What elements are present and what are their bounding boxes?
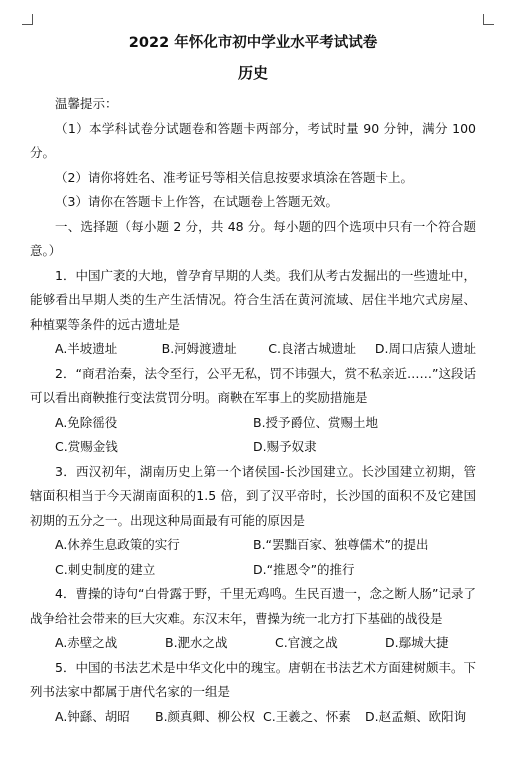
option-c: C.官渡之战	[275, 635, 338, 650]
option-c: C.良渚古城遗址	[268, 341, 356, 356]
option-d: D.鄢城大捷	[385, 635, 449, 650]
notice-item: （3）请你在答题卡上作答，在试题卷上答题无效。	[55, 194, 338, 209]
question-options	[30, 337, 476, 362]
exam-subject: 历史	[237, 64, 268, 82]
option-a: A.休养生息政策的实行	[55, 537, 180, 552]
question-options	[30, 631, 476, 656]
option-b: B.淝水之战	[165, 635, 228, 650]
question-stem: 1．中国广袤的大地，曾孕育早期的人类。我们从考古发掘出的一些遗址中，能够看出早期人类的生产生活情况。符合生活在黄河流域、居住半地穴式房屋、种植粟等条件的远古遗址是	[30, 267, 476, 332]
question-options	[30, 533, 476, 582]
crop-mark-top-right	[483, 14, 494, 25]
option-b: B.“罢黜百家、独尊儒术”的提出	[253, 537, 429, 552]
option-a: A.半坡遗址	[55, 341, 118, 356]
option-d: D.赵孟頫、欧阳询	[365, 708, 467, 724]
option-c: C.赏赐金钱	[55, 439, 118, 454]
option-c: C.刺史制度的建立	[55, 561, 156, 577]
notice-item: （2）请你将姓名、准考证号等相关信息按要求填涂在答题卡上。	[55, 169, 413, 185]
option-b: B.授予爵位、赏赐土地	[253, 414, 379, 430]
question-options	[30, 411, 476, 460]
option-b: B.颜真卿、柳公权	[155, 708, 256, 724]
question-stem: 3．西汉初年，湖南历史上第一个诸侯国-长沙国建立。长沙国建立初期，管辖面积相当于今天湖南面积的1.5 倍，到了汉平帝时，长沙国的面积不及它建国初期的五分之一。出现这种局面最有可能的原因是	[30, 463, 476, 528]
section-heading: 一、选择题（每小题 2 分，共 48 分。每小题的四个选项中只有一个符合题意。）	[30, 218, 476, 258]
option-d: D.赐予奴隶	[253, 439, 317, 454]
option-a: A.钟繇、胡昭	[55, 708, 130, 724]
option-b: B.河姆渡遗址	[161, 341, 237, 356]
question-stem: 2．“商君治秦，法令至行，公平无私，罚不讳强大，赏不私亲近……”这段话可以看出商鞅推行变法赏罚分明。商鞅在军事上的奖励措施是	[30, 365, 476, 405]
crop-mark-top-left	[22, 14, 33, 25]
question-stem: 5．中国的书法艺术是中华文化中的瑰宝。唐朝在书法艺术方面建树颇丰。下列书法家中都属于唐代名家的一组是	[30, 659, 476, 699]
question-options	[30, 705, 476, 730]
notice-heading: 温馨提示：	[55, 96, 118, 111]
question-stem: 4．曹操的诗句“白骨露于野，千里无鸡鸣。生民百遗一，念之断人肠”记录了战争给社会带来的巨大灾难。东汉末年，曹操为统一北方打下基础的战役是	[30, 586, 476, 626]
exam-title: 2022 年怀化市初中学业水平考试试卷	[128, 35, 378, 51]
option-c: C.王羲之、怀素	[263, 708, 351, 724]
option-a: A.免除徭役	[55, 414, 118, 430]
notice-item: （1）本学科试卷分试题卷和答题卡两部分，考试时量 90 分钟，满分 100 分。	[30, 120, 476, 160]
option-a: A.赤壁之战	[55, 635, 118, 650]
option-d: D.“推恩令”的推行	[253, 561, 355, 577]
exam-page	[30, 30, 476, 729]
option-d: D.周口店猿人遗址	[374, 341, 476, 356]
